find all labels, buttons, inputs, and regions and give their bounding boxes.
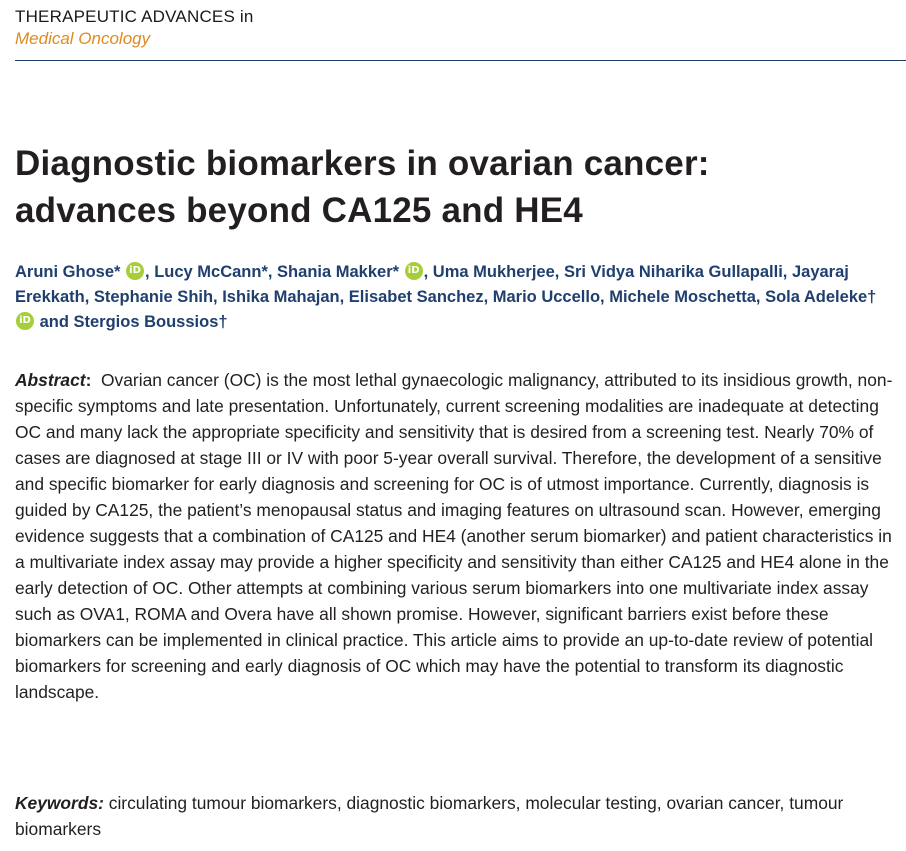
abstract-label: Abstract [15, 370, 86, 390]
author-group-3: , Uma Mukherjee, Sri Vidya Niharika Gullapalli, Jayaraj Erekkath, Stephanie Shih, Ishika Mahajan, Elisabet Sanchez, Mario Uccello, Michele Moschetta, Sola Adeleke [15, 263, 868, 306]
abstract-text: Ovarian cancer (OC) is the most lethal gynaecologic malignancy, attributed to its insidious growth, non-specific symptoms and late presentation. Unfortunately, current screening modalities are inadequate at detecting OC and many lack the appropriate specificity and sensitivity that is desired from a screening test. Nearly 70% of cases are diagnosed at stage III or IV with poor 5-year overall survival. Therefore, the development of a sensitive and specific biomarker for early diagnosis and screening for OC is of utmost importance. Currently, diagnosis is guided by CA125, the patient’s menopausal status and imaging features on ultrasound scan. However, emerging evidence suggests that a combination of CA125 and HE4 (another serum biomarker) and patient characteristics in a multivariate index assay may provide a higher specificity and sensitivity than either CA125 and HE4 alone in the early detection of OC. Other attempts at combining various serum biomarkers into one multivariate index assay such as OVA1, ROMA and Overa have all shown promise. However, significant barriers exist before these biomarkers can be implemented in clinical practice. This article aims to provide an up-to-date review of potential biomarkers for screening and early diagnosis of OC which may have the potential to transform its diagnostic landscape. [15, 370, 893, 702]
abstract-separator: : [85, 370, 102, 390]
keywords-text: circulating tumour biomarkers, diagnostic biomarkers, molecular testing, ovarian cancer, tumour biomarkers [15, 793, 844, 839]
author-list [15, 260, 895, 335]
title-line-1: Diagnostic biomarkers in ovarian cancer: [15, 144, 710, 183]
author-group-4: and Stergios Boussios [35, 313, 219, 331]
author-group-2: , Lucy McCann*, Shania Makker* [145, 263, 400, 281]
author-ghose[interactable]: Aruni Ghose* [15, 263, 121, 281]
orcid-icon[interactable]: iD [126, 262, 144, 280]
journal-subtitle: Medical Oncology [15, 29, 151, 48]
keywords-label: Keywords: [15, 793, 104, 813]
header-rule [15, 60, 906, 61]
journal-name: THERAPEUTIC ADVANCES in [15, 7, 254, 26]
abstract [15, 367, 895, 705]
dagger-mark: † [218, 313, 228, 331]
orcid-icon[interactable]: iD [405, 262, 423, 280]
journal-header [15, 6, 254, 50]
title-line-2: advances beyond CA125 and HE4 [15, 191, 583, 230]
article-title [15, 140, 895, 234]
keywords [15, 790, 895, 842]
dagger-mark: † [867, 288, 877, 306]
orcid-icon[interactable]: iD [16, 312, 34, 330]
